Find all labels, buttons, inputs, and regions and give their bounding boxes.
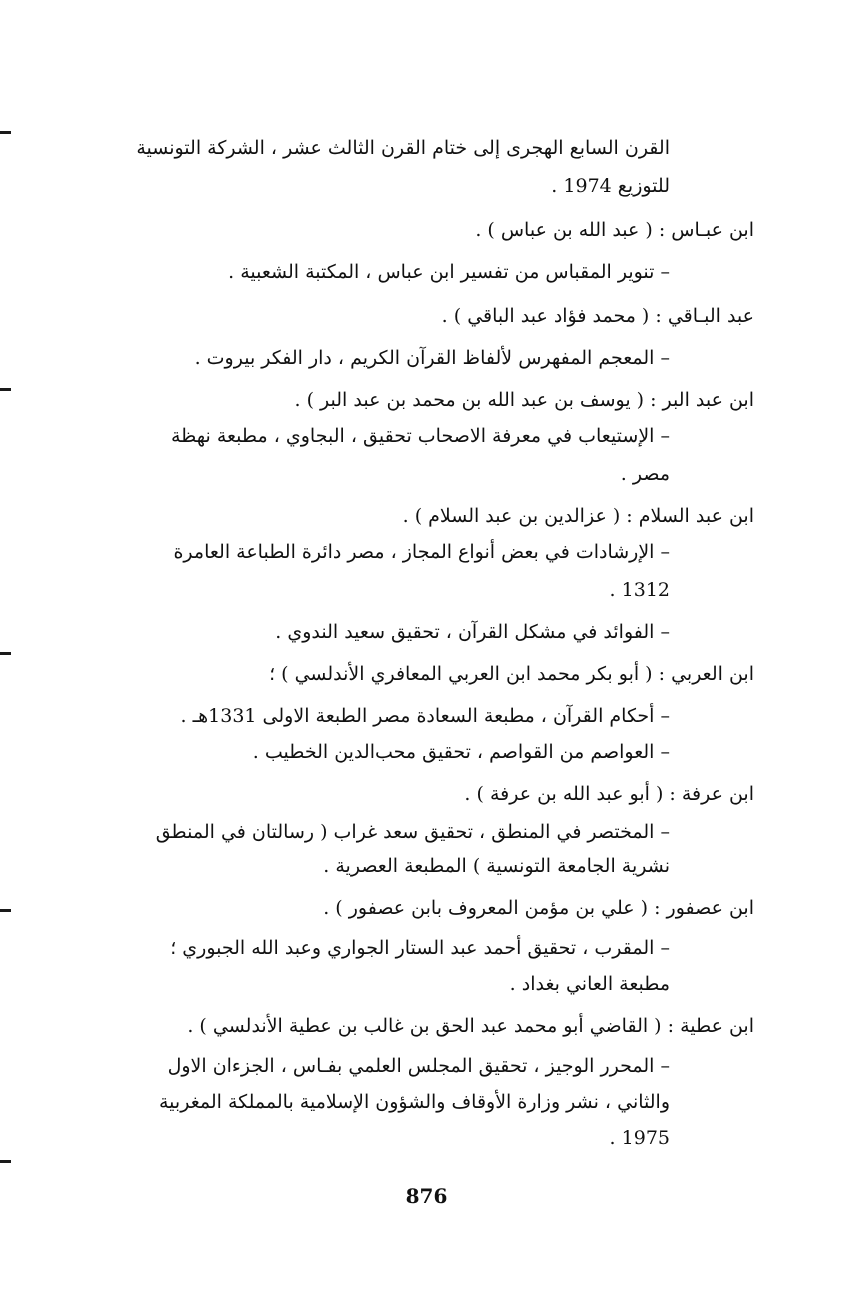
work-item: – العواصم من القواصم ، تحقيق محب‌الدين الخطيب .: [252, 741, 670, 763]
work-item: – الإرشادات في بعض أنواع المجاز ، مصر دائرة الطباعة العامرة: [173, 541, 670, 563]
author-entry: ابن العربي : ( أبو بكر محمد ابن العربي المعافري الأندلسي ) ؛: [269, 663, 754, 685]
work-item: – أحكام القرآن ، مطبعة السعادة مصر الطبعة الاولى 1331هـ .: [180, 705, 670, 727]
author-entry: ابن عطية : ( القاضي أبو محمد عبد الحق بن غالب بن عطية الأندلسي ) .: [187, 1015, 754, 1037]
work-item-continuation: 1975 .: [609, 1127, 670, 1149]
margin-mark: [0, 909, 11, 912]
work-item: – المختصر في المنطق ، تحقيق سعد غراب ( رسالتان في المنطق: [155, 821, 670, 843]
author-entry: عبد البـاقي : ( محمد فؤاد عبد الباقي ) .: [441, 305, 754, 327]
author-entry: ابن عبـاس : ( عبد الله بن عباس ) .: [475, 219, 754, 241]
work-item-continuation: مصر .: [620, 463, 670, 485]
work-item-continuation: 1312 .: [609, 579, 670, 601]
margin-mark: [0, 388, 11, 391]
author-entry: ابن عرفة : ( أبو عبد الله بن عرفة ) .: [464, 783, 754, 805]
margin-mark: [0, 652, 11, 655]
author-entry: ابن عبد البر : ( يوسف بن عبد الله بن محمد بن عبد البر ) .: [294, 389, 754, 411]
author-entry: ابن عبد السلام : ( عزالدين بن عبد السلام ) .: [402, 505, 754, 527]
work-item: – المعجم المفهرس لألفاظ القرآن الكريم ، دار الفكر بيروت .: [194, 347, 670, 369]
author-entry: ابن عصفور : ( علي بن مؤمن المعروف بابن عصفور ) .: [323, 897, 754, 919]
work-item-continuation: والثاني ، نشر وزارة الأوقاف والشؤون الإسلامية بالمملكة المغربية: [159, 1091, 670, 1113]
page-number: 876: [405, 1184, 448, 1208]
work-item: – المحرر الوجيز ، تحقيق المجلس العلمي بفـاس ، الجزءان الاول: [167, 1055, 670, 1077]
margin-mark: [0, 131, 11, 134]
work-item-continuation: مطبعة العاني بغداد .: [509, 973, 670, 995]
work-item: – الفوائد في مشكل القرآن ، تحقيق سعيد الندوي .: [275, 621, 670, 643]
work-item: – المقرب ، تحقيق أحمد عبد الستار الجواري وعبد الله الجبوري ؛: [170, 937, 670, 959]
work-item: – الإستيعاب في معرفة الاصحاب تحقيق ، البجاوي ، مطبعة نهظة: [170, 425, 670, 447]
work-item: – تنوير المقباس من تفسير ابن عباس ، المكتبة الشعبية .: [228, 261, 670, 283]
margin-mark: [0, 1160, 11, 1163]
work-item-continuation: نشرية الجامعة التونسية ) المطبعة العصرية .: [323, 855, 670, 877]
text-line: للتوزيع 1974 .: [551, 175, 670, 197]
text-line: القرن السابع الهجرى إلى ختام القرن الثالث عشر ، الشركة التونسية: [136, 137, 670, 159]
